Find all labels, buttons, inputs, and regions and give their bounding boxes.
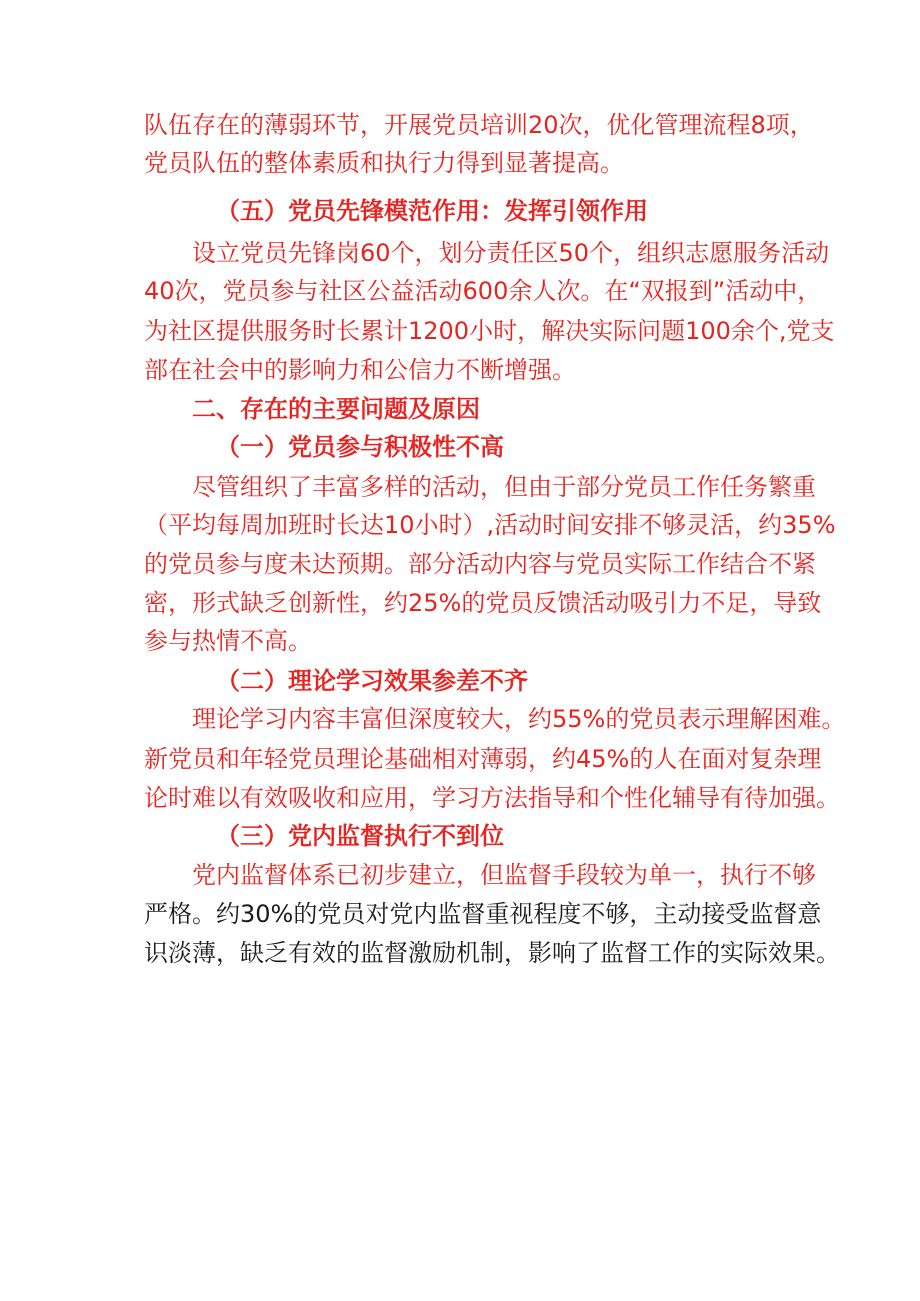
paragraph-line: 密，形式缺乏创新性，约25%的党员反馈活动吸引力不足，导致 <box>144 589 822 617</box>
paragraph-line: 的党员参与度未达预期。部分活动内容与党员实际工作结合不紧 <box>144 550 816 578</box>
section-heading: （三）党内监督执行不到位 <box>216 822 504 850</box>
paragraph-line: 为社区提供服务时长累计1200小时，解决实际问题100余个,党支 <box>144 317 835 345</box>
paragraph-line: 设立党员先锋岗60个，划分责任区50个，组织志愿服务活动 <box>192 239 830 267</box>
paragraph-line: 尽管组织了丰富多样的活动，但由于部分党员工作任务繁重 <box>192 473 816 501</box>
paragraph-line: （平均每周加班时长达10小时）,活动时间安排不够灵活，约35% <box>144 511 836 539</box>
section-heading: （五）党员先锋模范作用：发挥引领作用 <box>216 197 648 225</box>
paragraph-line: 部在社会中的影响力和公信力不断增强。 <box>144 356 576 384</box>
paragraph-line: 40次，党员参与社区公益活动600余人次。在“双报到”活动中， <box>144 277 822 305</box>
paragraph-line: 党员队伍的整体素质和执行力得到显著提高。 <box>144 149 624 177</box>
paragraph-line: 新党员和年轻党员理论基础相对薄弱，约45%的人在面对复杂理 <box>144 745 822 773</box>
paragraph-line: 识淡薄，缺乏有效的监督激励机制，影响了监督工作的实际效果。 <box>144 939 840 967</box>
paragraph-line: 严格。约30%的党员对党内监督重视程度不够，主动接受监督意 <box>144 900 822 928</box>
paragraph-line: 论时难以有效吸收和应用，学习方法指导和个性化辅导有待加强。 <box>144 784 840 812</box>
section-heading: （一）党员参与积极性不高 <box>216 433 504 461</box>
section-heading: （二）理论学习效果参差不齐 <box>216 667 528 695</box>
paragraph-line: 队伍存在的薄弱环节，开展党员培训20次，优化管理流程8项， <box>144 111 814 139</box>
chapter-heading: 二、存在的主要问题及原因 <box>192 395 480 423</box>
paragraph-line: 理论学习内容丰富但深度较大，约55%的党员表示理解困难。 <box>192 705 846 733</box>
paragraph-line: 参与热情不高。 <box>144 627 312 655</box>
paragraph-line: 党内监督体系已初步建立，但监督手段较为单一，执行不够 <box>192 861 816 889</box>
